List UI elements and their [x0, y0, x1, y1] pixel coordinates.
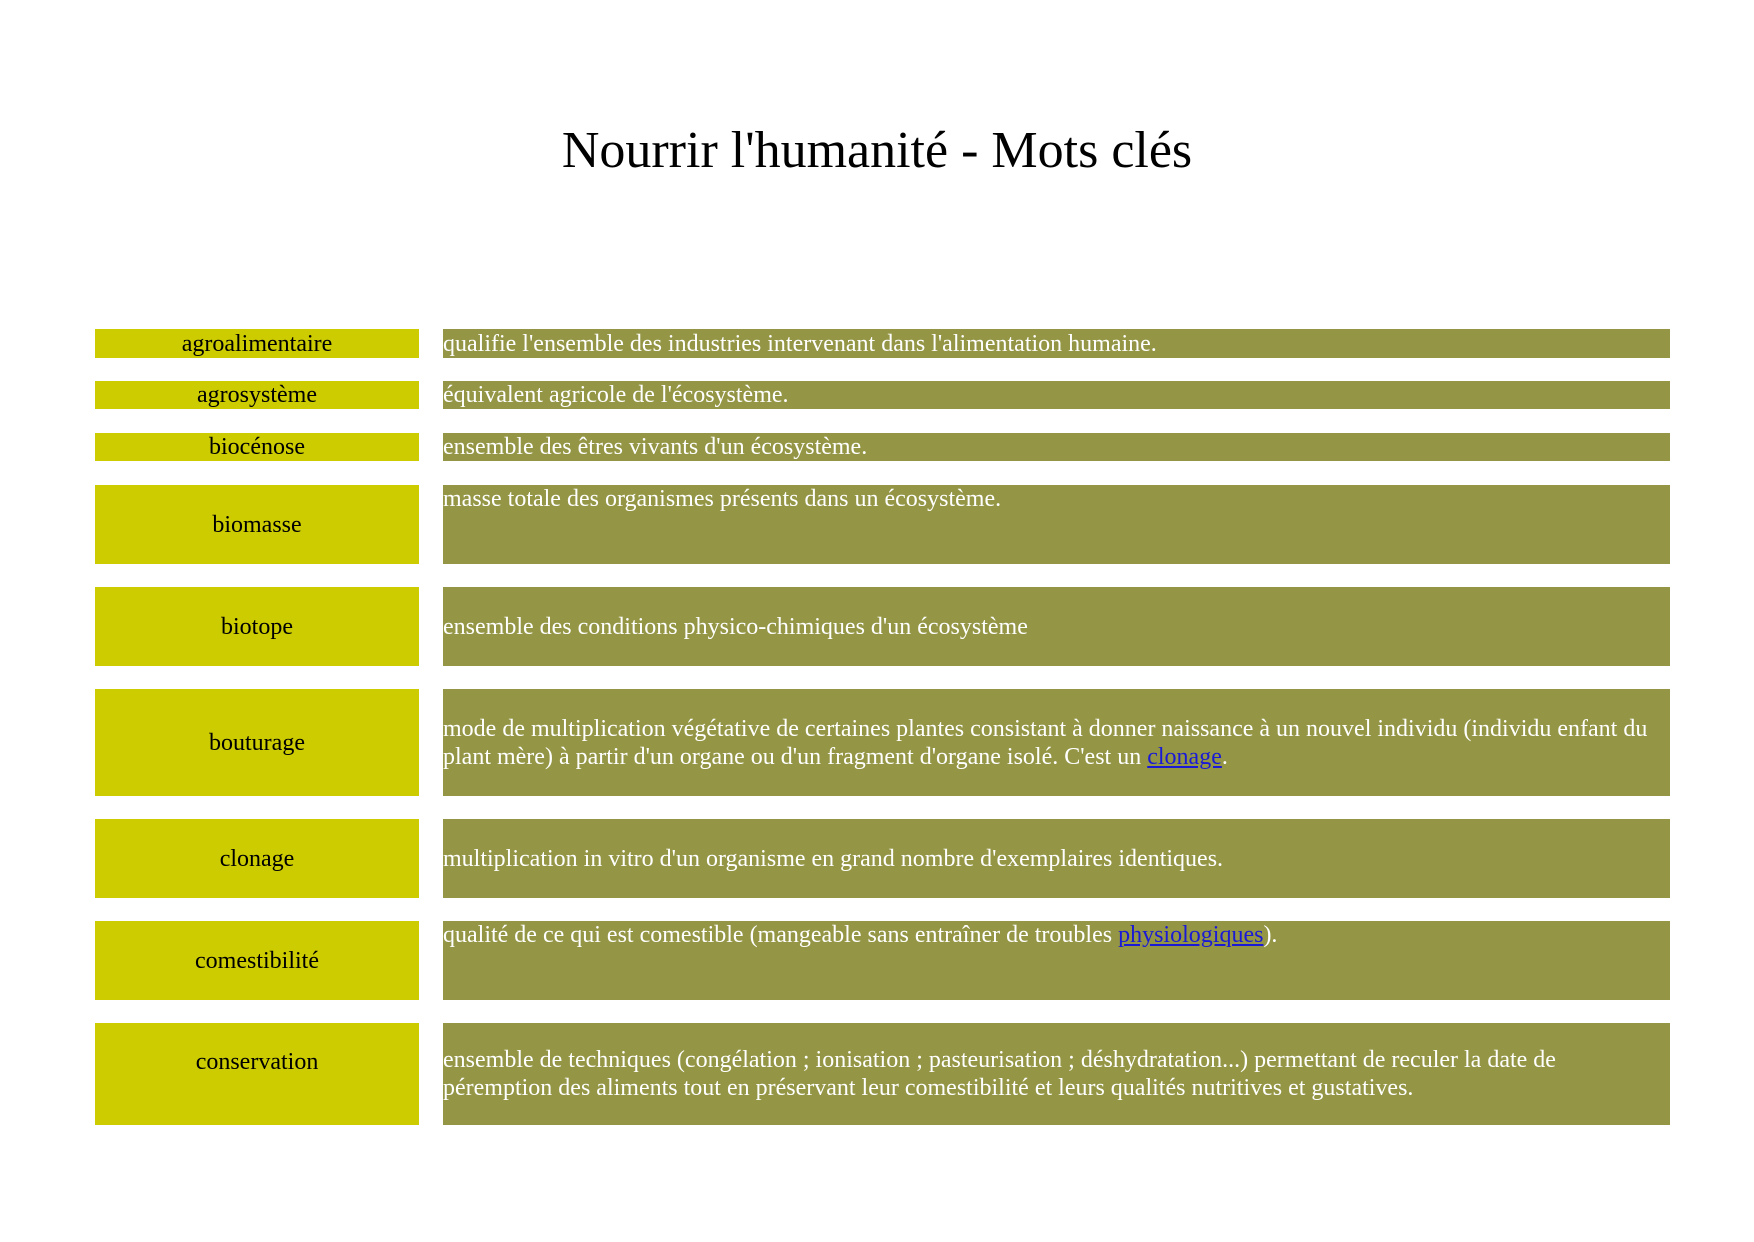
definition-cell: [443, 381, 1670, 409]
entry-bouturage: [95, 689, 1670, 796]
definition-text-part: .: [1221, 743, 1228, 770]
definition-text: qualifie l'ensemble des industries intervenant dans l'alimentation humaine.: [443, 330, 1157, 357]
definition-cell: [443, 433, 1670, 461]
term-cell: conservation: [95, 1023, 419, 1125]
entry-conservation: [95, 1023, 1670, 1125]
definition-text: [443, 921, 1277, 949]
definition-text: ensemble des êtres vivants d'un écosystème.: [443, 434, 868, 460]
term-cell: biotope: [95, 587, 419, 666]
entry-biocenose: [95, 433, 1670, 461]
clonage-link[interactable]: clonage: [1147, 743, 1222, 770]
entry-biomasse: [95, 485, 1670, 564]
definition-cell: [443, 921, 1670, 1000]
definition-cell: [443, 485, 1670, 564]
definition-text: ensemble de techniques (congélation ; ionisation ; pasteurisation ; déshydratation...) permettant de reculer la date de péremption des aliments tout en préservant leur comestibilité et leurs qualités nutritives et gustatives.: [443, 1047, 1556, 1101]
definition-cell: [443, 689, 1670, 796]
page-title: Nourrir l'humanité - Mots clés: [561, 122, 1193, 179]
definition-text: masse totale des organismes présents dans un écosystème.: [443, 486, 1002, 512]
definition-cell: [443, 329, 1670, 358]
definition-text: [443, 715, 1670, 771]
entry-agrosysteme: [95, 381, 1670, 409]
term-cell: agrosystème: [95, 381, 419, 409]
term-cell: clonage: [95, 819, 419, 898]
term-cell: biocénose: [95, 433, 419, 461]
entry-agroalimentaire: [95, 329, 1670, 358]
entry-comestibilite: [95, 921, 1670, 1000]
definition-text-part: mode de multiplication végétative de certaines plantes consistant à donner naissance à un nouvel individu (individu enfant du plant mère) à partir d'un organe ou d'un fragment d'organe isolé. C'est un: [443, 715, 1648, 770]
definition-text: multiplication in vitro d'un organisme en grand nombre d'exemplaires identiques.: [443, 845, 1224, 872]
definition-cell: [443, 1023, 1670, 1125]
definition-text: équivalent agricole de l'écosystème.: [443, 382, 789, 408]
definition-cell: [443, 819, 1670, 898]
definition-text-part: ).: [1263, 922, 1278, 948]
definition-text: ensemble des conditions physico-chimiques d'un écosystème: [443, 613, 1028, 640]
definition-cell: [443, 587, 1670, 666]
term-cell: comestibilité: [95, 921, 419, 1000]
term-cell: bouturage: [95, 689, 419, 796]
term-cell: biomasse: [95, 485, 419, 564]
entry-clonage: [95, 819, 1670, 898]
entry-biotope: [95, 587, 1670, 666]
physiologiques-link[interactable]: physiologiques: [1118, 922, 1264, 948]
term-cell: agroalimentaire: [95, 329, 419, 358]
definition-text-part: qualité de ce qui est comestible (mangeable sans entraîner de troubles: [443, 922, 1119, 948]
